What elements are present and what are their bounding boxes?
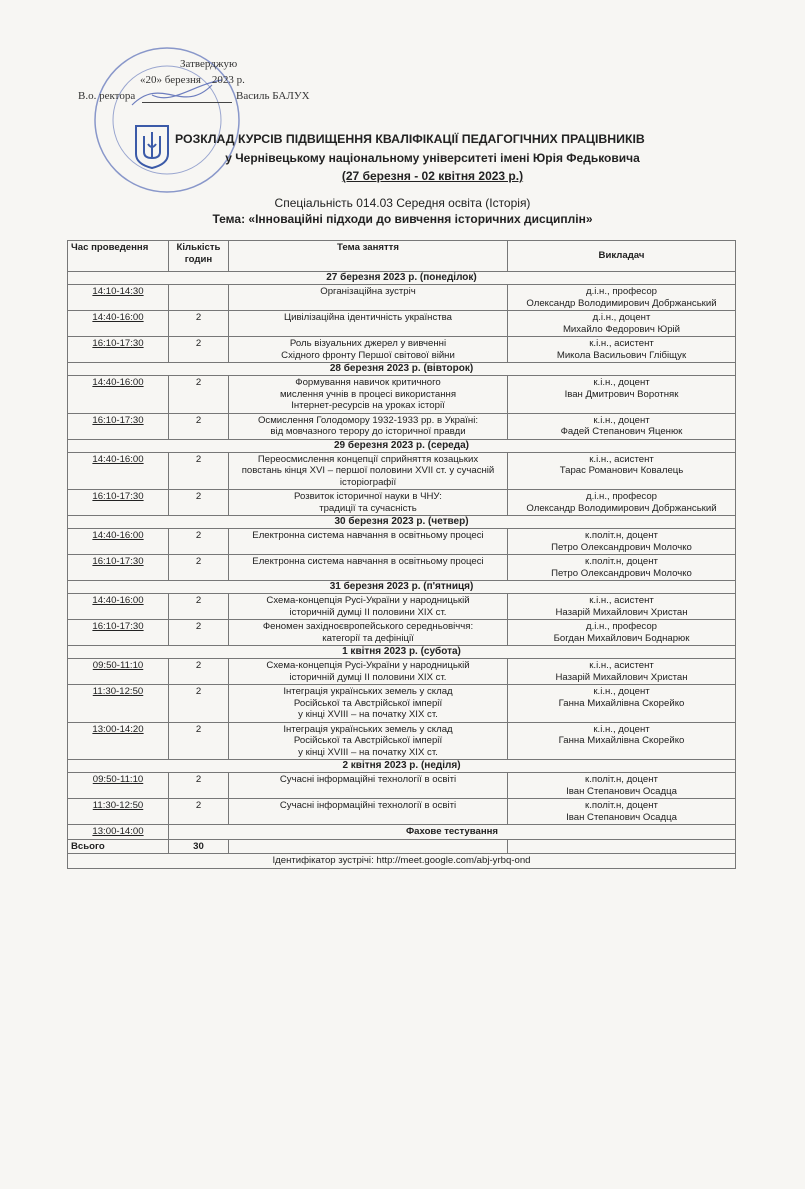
date-range-text: (27 березня - 02 квітня 2023 р.)	[341, 169, 524, 183]
lesson-time: 09:50-11:10	[68, 773, 169, 799]
lesson-hours: 2	[169, 594, 229, 620]
lesson-hours: 2	[169, 529, 229, 555]
lesson-hours: 2	[169, 311, 229, 337]
table-row	[68, 799, 736, 825]
total-hours: 30	[169, 839, 229, 854]
table-row	[68, 337, 736, 363]
table-row	[68, 555, 736, 581]
lesson-teacher: к.політ.н, доцент Іван Степанович Осадца	[508, 799, 736, 825]
lesson-time: 16:10-17:30	[68, 490, 169, 516]
table-row	[68, 413, 736, 439]
lesson-time: 14:40-16:00	[68, 594, 169, 620]
day-row	[68, 439, 736, 452]
approval-date: «20» березня 2023 р.	[140, 74, 245, 86]
day-row	[68, 581, 736, 594]
lesson-hours: 2	[169, 685, 229, 723]
lesson-hours: 2	[169, 722, 229, 760]
lesson-time: 14:40-16:00	[68, 311, 169, 337]
day-heading: 2 квітня 2023 р. (неділя)	[68, 760, 736, 773]
lesson-topic: Феномен західноєвропейського середньовіччя: категорії та дефініції	[229, 620, 508, 646]
lesson-topic: Цивілізаційна ідентичність українства	[229, 311, 508, 337]
lesson-teacher: к.політ.н, доцент Петро Олександрович Молочко	[508, 529, 736, 555]
lesson-time: 11:30-12:50	[68, 799, 169, 825]
lesson-topic: Формування навичок критичного мислення учнів в процесі використання Інтернет-ресурсів на уроках історії	[229, 376, 508, 414]
lesson-topic: Схема-концепція Русі-України у народницькій історичній думці ІІ половини ХІХ ст.	[229, 594, 508, 620]
page-subtitle: у Чернівецькому національному університеті імені Юрія Федьковича	[225, 151, 640, 165]
lesson-hours: 2	[169, 376, 229, 414]
day-row	[68, 272, 736, 285]
lesson-topic: Організаційна зустріч	[229, 285, 508, 311]
page-title: РОЗКЛАД КУРСІВ ПІДВИЩЕННЯ КВАЛІФІКАЦІЇ ПЕДАГОГІЧНИХ ПРАЦІВНИКІВ	[175, 132, 645, 146]
lesson-teacher: д.і.н., професор Богдан Михайлович Боднарюк	[508, 620, 736, 646]
date-range	[30, 169, 805, 184]
lesson-teacher: д.і.н., професор Олександр Володимирович Добржанський	[508, 490, 736, 516]
table-row	[68, 452, 736, 490]
table-row	[68, 529, 736, 555]
course-topic: Тема: «Інноваційні підходи до вивчення історичних дисциплін»	[212, 212, 593, 226]
lesson-topic: Переосмислення концепції сприйняття козацьких повстань кінця XVI – першої половини XVII ст. у сучасній історіографії	[229, 452, 508, 490]
col-hours: Кількість годин	[169, 241, 229, 272]
table-row	[68, 620, 736, 646]
col-time: Час проведення	[68, 241, 169, 272]
day-row	[68, 516, 736, 529]
lesson-hours: 2	[169, 773, 229, 799]
lesson-topic: Електронна система навчання в освітньому процесі	[229, 555, 508, 581]
lesson-time: 09:50-11:10	[68, 659, 169, 685]
lesson-hours: 2	[169, 555, 229, 581]
day-heading: 27 березня 2023 р. (понеділок)	[68, 272, 736, 285]
lesson-teacher: к.політ.н, доцент Іван Степанович Осадца	[508, 773, 736, 799]
lesson-hours	[169, 285, 229, 311]
approval-title: Затверджую	[180, 58, 238, 70]
lesson-time: 14:10-14:30	[68, 285, 169, 311]
lesson-topic: Інтеграція українських земель у склад Російської та Австрійської імперії у кінці XVIII – на початку XIX ст.	[229, 722, 508, 760]
lesson-teacher: к.політ.н, доцент Петро Олександрович Молочко	[508, 555, 736, 581]
lesson-time: 11:30-12:50	[68, 685, 169, 723]
schedule-table	[67, 240, 736, 869]
lesson-hours: 2	[169, 337, 229, 363]
lesson-teacher: к.і.н., доцент Іван Дмитрович Воротняк	[508, 376, 736, 414]
day-heading: 31 березня 2023 р. (п'ятниця)	[68, 581, 736, 594]
day-heading: 1 квітня 2023 р. (субота)	[68, 646, 736, 659]
lesson-teacher: к.і.н., асистент Тарас Романович Ковалець	[508, 452, 736, 490]
day-row	[68, 646, 736, 659]
lesson-teacher: д.і.н., професор Олександр Володимирович Добржанський	[508, 285, 736, 311]
lesson-hours: 2	[169, 620, 229, 646]
day-heading: 30 березня 2023 р. (четвер)	[68, 516, 736, 529]
lesson-teacher: к.і.н., асистент Назарій Михайлович Христан	[508, 594, 736, 620]
lesson-teacher: к.і.н., доцент Ганна Михайлівна Скорейко	[508, 722, 736, 760]
table-row	[68, 376, 736, 414]
empty-cell	[229, 839, 508, 854]
lesson-hours: 2	[169, 490, 229, 516]
day-heading: 29 березня 2023 р. (середа)	[68, 439, 736, 452]
day-row	[68, 760, 736, 773]
lesson-time: 14:40-16:00	[68, 529, 169, 555]
lesson-teacher: к.і.н., асистент Микола Васильович Глібіщук	[508, 337, 736, 363]
empty-cell	[508, 839, 736, 854]
table-header-row	[68, 241, 736, 272]
rector-name: Василь БАЛУХ	[236, 90, 310, 102]
table-row	[68, 594, 736, 620]
table-row	[68, 685, 736, 723]
lesson-topic: Осмислення Голодомору 1932-1933 рр. в Україні: від мовчазного терору до історичної правди	[229, 413, 508, 439]
lesson-hours: 2	[169, 452, 229, 490]
lesson-topic: Схема-концепція Русі-України у народницькій історичній думці ІІ половини ХІХ ст.	[229, 659, 508, 685]
specialty: Спеціальність 014.03 Середня освіта (Історія)	[274, 196, 531, 210]
lesson-hours: 2	[169, 413, 229, 439]
lesson-time: 16:10-17:30	[68, 337, 169, 363]
day-heading: 28 березня 2023 р. (вівторок)	[68, 363, 736, 376]
rector-label: В.о. ректора	[78, 90, 136, 102]
lesson-time: 16:10-17:30	[68, 413, 169, 439]
meeting-link[interactable]: Ідентифікатор зустрічі: http://meet.google.com/abj-yrbq-ond	[68, 854, 736, 869]
signature-line	[142, 102, 232, 103]
total-row	[68, 839, 736, 854]
lesson-topic: Сучасні інформаційні технології в освіті	[229, 799, 508, 825]
lesson-teacher: к.і.н., доцент Фадей Степанович Яценюк	[508, 413, 736, 439]
lesson-teacher: к.і.н., асистент Назарій Михайлович Христан	[508, 659, 736, 685]
table-row	[68, 311, 736, 337]
exam-time: 13:00-14:00	[68, 825, 169, 840]
day-row	[68, 363, 736, 376]
exam-label: Фахове тестування	[169, 825, 736, 840]
lesson-time: 16:10-17:30	[68, 555, 169, 581]
lesson-hours: 2	[169, 659, 229, 685]
table-row	[68, 490, 736, 516]
exam-row	[68, 825, 736, 840]
table-row	[68, 722, 736, 760]
table-row	[68, 773, 736, 799]
table-row	[68, 659, 736, 685]
schedule-body	[68, 272, 736, 869]
lesson-topic: Розвиток історичної науки в ЧНУ: традиції та сучасність	[229, 490, 508, 516]
lesson-hours: 2	[169, 799, 229, 825]
lesson-topic: Інтеграція українських земель у склад Російської та Австрійської імперії у кінці XVIII – на початку XIX ст.	[229, 685, 508, 723]
lesson-topic: Сучасні інформаційні технології в освіті	[229, 773, 508, 799]
table-row	[68, 285, 736, 311]
total-label: Всього	[68, 839, 169, 854]
lesson-topic: Роль візуальних джерел у вивченні Східного фронту Першої світової війни	[229, 337, 508, 363]
lesson-time: 14:40-16:00	[68, 376, 169, 414]
lesson-teacher: д.і.н., доцент Михайло Федорович Юрій	[508, 311, 736, 337]
col-teacher: Викладач	[508, 241, 736, 272]
meeting-row	[68, 854, 736, 869]
lesson-time: 13:00-14:20	[68, 722, 169, 760]
lesson-teacher: к.і.н., доцент Ганна Михайлівна Скорейко	[508, 685, 736, 723]
lesson-time: 16:10-17:30	[68, 620, 169, 646]
col-topic: Тема заняття	[229, 241, 508, 272]
lesson-topic: Електронна система навчання в освітньому процесі	[229, 529, 508, 555]
lesson-time: 14:40-16:00	[68, 452, 169, 490]
